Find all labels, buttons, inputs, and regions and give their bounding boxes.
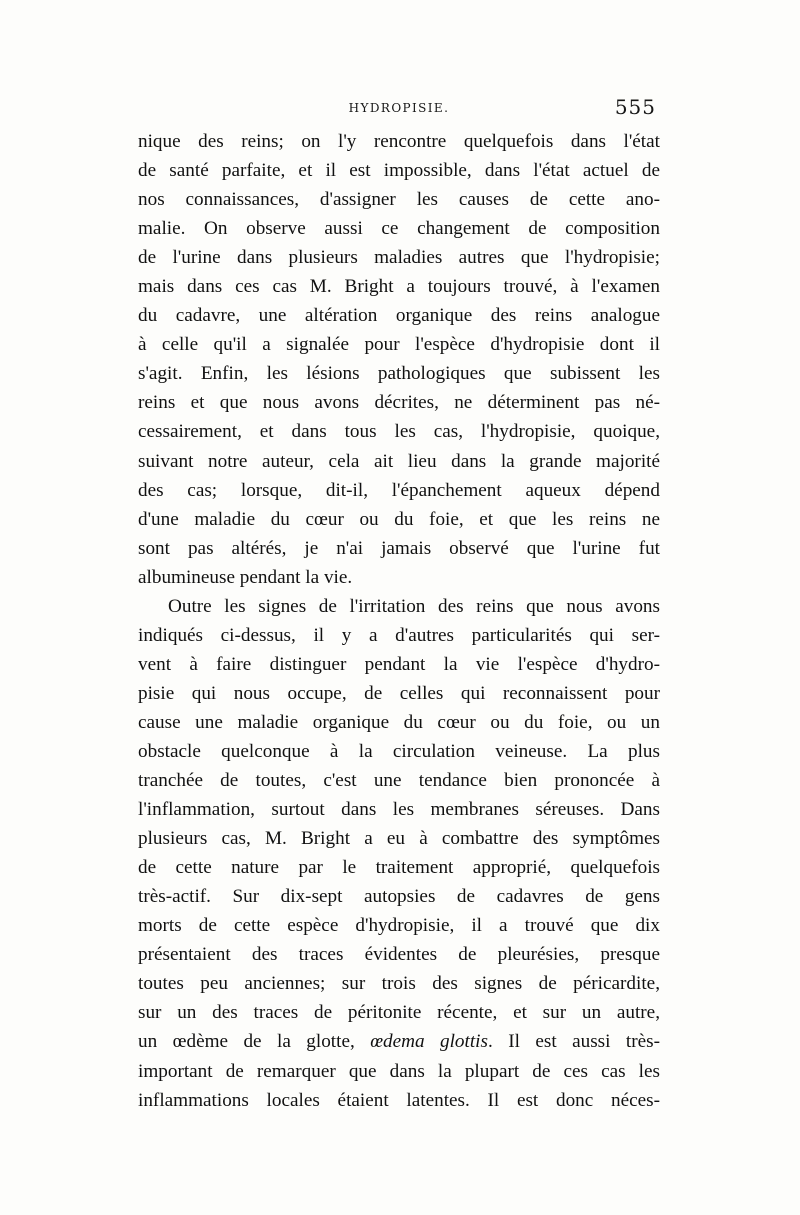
text-line: albumineuse pendant la vie. [138,566,353,588]
text-line: sur un des traces de péritonite récente, et sur un autre, [138,1002,660,1024]
text-line: nique des reins; on l'y rencontre quelquefois dans l'état [138,131,660,152]
text-line: très-actif. Sur dix-sept autopsies de cadavres de gens [138,886,660,908]
text-line: l'inflammation, surtout dans les membranes séreuses. Dans [138,799,660,821]
text-line: suivant notre auteur, cela ait lieu dans la grande majorité [138,450,660,472]
text-line: cessairement, et dans tous les cas, l'hydropisie, quoique, [138,421,660,443]
text-line: malie. On observe aussi ce changement de composition [138,218,660,240]
text-line: plusieurs cas, M. Bright a eu à combattre des symptômes [138,828,660,850]
text-line: reins et que nous avons décrites, ne déterminent pas né- [138,392,660,414]
text-line: pisie qui nous occupe, de celles qui reconnaissent pour [138,682,660,704]
text-line: d'une maladie du cœur ou du foie, et que les reins ne [138,508,660,530]
text-line: indiqués ci-dessus, il y a d'autres particularités qui ser- [138,624,660,646]
text-line: Outre les signes de l'irritation des reins que nous avons [168,595,660,617]
text-line: inflammations locales étaient latentes. Il est donc néces- [138,1089,660,1111]
text-line: de cette nature par le traitement approprié, quelquefois [138,857,660,879]
text-line: cause une maladie organique du cœur ou du foie, ou un [138,711,660,733]
text-line: morts de cette espèce d'hydropisie, il a trouvé que dix [138,915,660,937]
text-line: du cadavre, une altération organique des reins analogue [138,305,660,327]
text-line: des cas; lorsque, dit-il, l'épanchement aqueux dépend [138,479,660,501]
text-line: un œdème de la glotte, œdema glottis. Il est aussi très- [138,1031,660,1053]
text-line: de l'urine dans plusieurs maladies autres que l'hydropisie; [138,247,660,269]
text-line: à celle qu'il a signalée pour l'espèce d'hydropisie dont il [138,334,660,356]
text-line: s'agit. Enfin, les lésions pathologiques que subissent les [138,363,660,385]
text-line: toutes peu anciennes; sur trois des signes de péricardite, [138,973,660,995]
text-line: sont pas altérés, je n'ai jamais observé que l'urine fut [138,537,660,559]
text-line: de santé parfaite, et il est impossible, dans l'état actuel de [138,160,660,182]
body-text [138,127,660,1115]
page-number: 555 [614,95,656,119]
text-line: vent à faire distinguer pendant la vie l'espèce d'hydro- [138,653,660,675]
running-title: HYDROPISIE. [348,101,450,115]
text-line: mais dans ces cas M. Bright a toujours trouvé, à l'examen [138,276,660,298]
text-line: présentaient des traces évidentes de pleurésies, presque [138,944,660,966]
text-line: nos connaissances, d'assigner les causes de cette ano- [138,189,660,211]
text-line: tranchée de toutes, c'est une tendance bien prononcée à [138,770,660,792]
running-head [138,95,660,125]
text-line: important de remarquer que dans la plupart de ces cas les [138,1060,660,1082]
text-line: obstacle quelconque à la circulation veineuse. La plus [138,740,660,762]
